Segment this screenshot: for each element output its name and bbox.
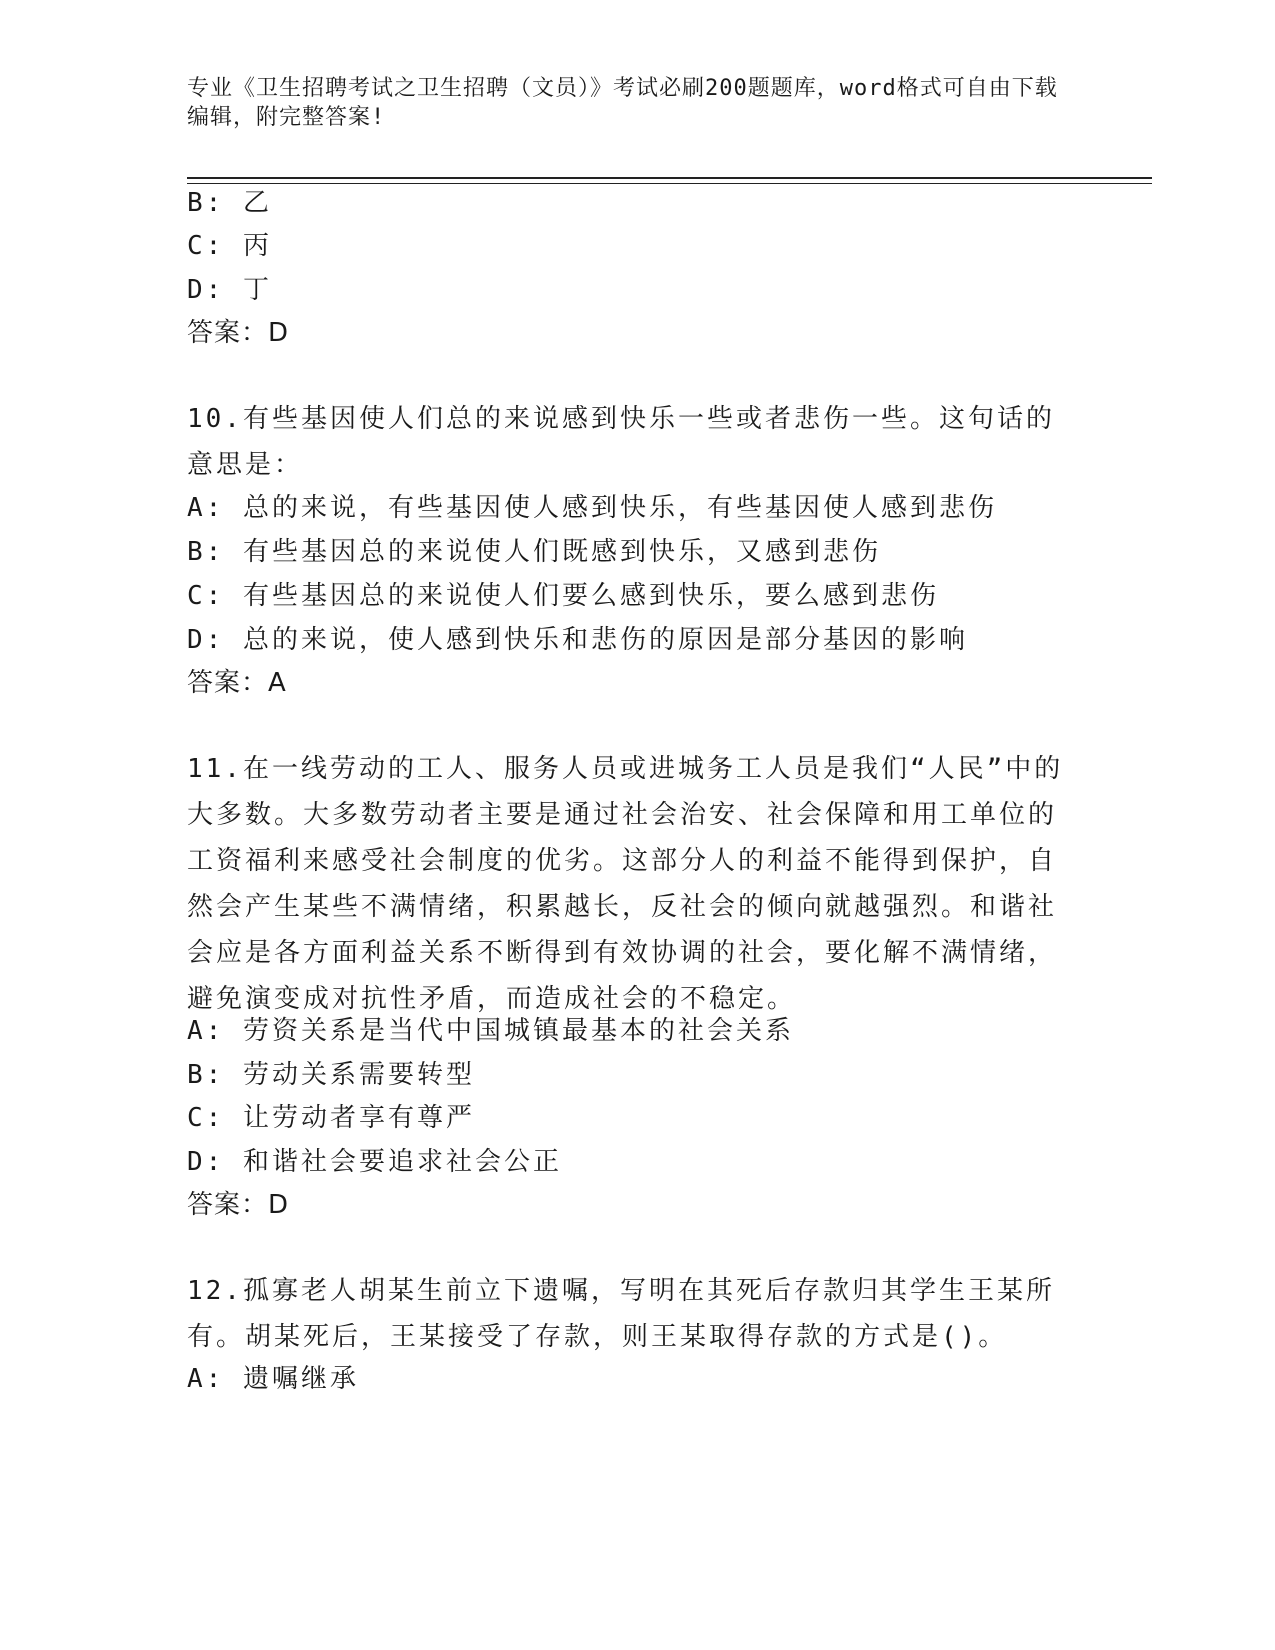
question-11-option-c: C: 让劳动者享有尊严 — [187, 1103, 475, 1133]
option-c: C: 丙 — [187, 231, 272, 261]
question-11-option-b: B: 劳动关系需要转型 — [187, 1060, 475, 1090]
document-header: 专业《卫生招聘考试之卫生招聘（文员）》考试必刷200题题库，word格式可自由下载编辑，附完整答案! — [187, 76, 1058, 130]
question-11-answer: 答案：D — [187, 1190, 290, 1220]
question-11-text: 11.在一线劳动的工人、服务人员或进城务工人员是我们“人民”中的大多数。大多数劳动者主要是通过社会治安、社会保障和用工单位的工资福利来感受社会制度的优劣。这部分人的利益不能得到保护，自然会产生某些不满情绪，积累越长，反社会的倾向就越强烈。和谐社会应是各方面利益关系不断得到有效协调的社会，要化解不满情绪，避免演变成对抗性矛盾，而造成社会的不稳定。 — [187, 754, 1064, 1014]
answer-line: 答案：D — [187, 318, 290, 348]
question-10-text: 10.有些基因使人们总的来说感到快乐一些或者悲伤一些。这句话的意思是： — [187, 404, 1055, 480]
question-10-option-b: B: 有些基因总的来说使人们既感到快乐，又感到悲伤 — [187, 537, 881, 567]
question-10-answer: 答案：A — [187, 668, 287, 698]
question-10-option-a: A: 总的来说，有些基因使人感到快乐，有些基因使人感到悲伤 — [187, 493, 997, 523]
option-b: B: 乙 — [187, 188, 272, 218]
question-10-option-c: C: 有些基因总的来说使人们要么感到快乐，要么感到悲伤 — [187, 581, 939, 611]
question-12-option-a: A: 遗嘱继承 — [187, 1364, 359, 1394]
question-12-text: 12.孤寡老人胡某生前立下遗嘱，写明在其死后存款归其学生王某所有。胡某死后，王某接受了存款，则王某取得存款的方式是()。 — [187, 1276, 1055, 1352]
option-d: D: 丁 — [187, 275, 272, 305]
question-11-option-d: D: 和谐社会要追求社会公正 — [187, 1147, 562, 1177]
question-10-option-d: D: 总的来说，使人感到快乐和悲伤的原因是部分基因的影响 — [187, 625, 968, 655]
header-divider-thin — [187, 183, 1152, 184]
header-divider-thick — [187, 177, 1152, 179]
question-11-option-a: A: 劳资关系是当代中国城镇最基本的社会关系 — [187, 1016, 794, 1046]
